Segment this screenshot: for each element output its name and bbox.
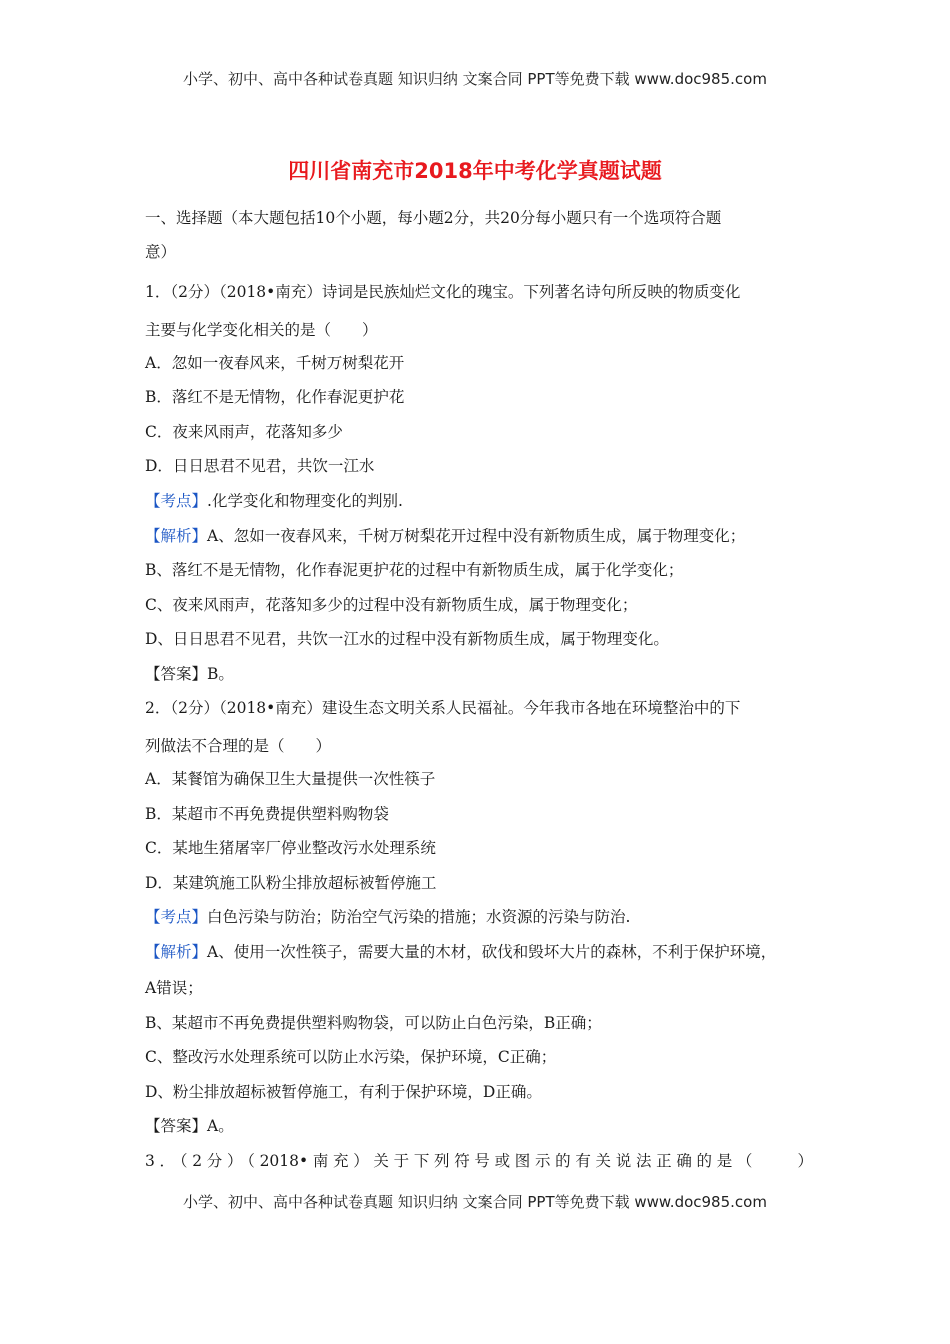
page-header: 小学、初中、高中各种试卷真题 知识归纳 文案合同 PPT等免费下载 www.doc985.com: [183, 70, 767, 88]
q1-option-a: A．忽如一夜春风来，千树万树梨花开: [145, 354, 405, 372]
q2-option-c: C．某地生猪屠宰厂停业整改污水处理系统: [145, 839, 436, 857]
jiexi-label: 【解析】: [145, 527, 208, 545]
q1-stem-line1: 1．（2分）（2018•南充）诗词是民族灿烂文化的瑰宝。下列著名诗句所反映的物质变化: [145, 283, 741, 301]
q2-kaodian-text: 白色污染与防治；防治空气污染的措施；水资源的污染与防治.: [207, 908, 631, 926]
page-title: 四川省南充市2018年中考化学真题试题: [288, 159, 662, 183]
q1-jiexi-text: A、忽如一夜春风来，千树万树梨花开过程中没有新物质生成，属于物理变化；: [207, 527, 746, 545]
q1-option-d: D．日日思君不见君，共饮一江水: [145, 457, 375, 475]
q1-kaodian: [145, 491, 403, 511]
q3-stem-line1: 3．（2分）（2018•南充）关于下列符号或图示的有关说法正确的是（ ）: [145, 1152, 813, 1170]
q1-option-b: B．落红不是无情物，化作春泥更护花: [145, 388, 405, 406]
jiexi-label: 【解析】: [145, 943, 208, 961]
q1-option-c: C．夜来风雨声，花落知多少: [145, 423, 343, 441]
q2-option-d: D．某建筑施工队粉尘排放超标被暂停施工: [145, 874, 437, 892]
q2-analysis-line: A错误；: [145, 979, 203, 997]
section-heading-line1: 一、选择题（本大题包括10个小题，每小题2分，共20分每小题只有一个选项符合题: [145, 209, 722, 227]
q2-analysis-line: D、粉尘排放超标被暂停施工，有利于保护环境，D正确。: [145, 1083, 542, 1101]
kaodian-label: 【考点】: [145, 908, 208, 926]
q2-jiexi: [145, 942, 776, 962]
q2-analysis-line: C、整改污水处理系统可以防止水污染，保护环境，C正确；: [145, 1048, 557, 1066]
page-footer: 小学、初中、高中各种试卷真题 知识归纳 文案合同 PPT等免费下载 www.doc985.com: [183, 1193, 767, 1211]
q2-stem-line2: 列做法不合理的是（ ）: [145, 737, 332, 755]
q1-answer: 【答案】B。: [145, 665, 234, 683]
kaodian-label: 【考点】: [145, 492, 208, 510]
q2-stem-line1: 2．（2分）（2018•南充）建设生态文明关系人民福祉。今年我市各地在环境整治中的下: [145, 699, 741, 717]
section-heading-line2: 意）: [145, 243, 177, 261]
q1-stem-line2: 主要与化学变化相关的是（ ）: [145, 321, 378, 339]
q2-kaodian: [145, 907, 630, 927]
q2-answer: 【答案】A。: [145, 1117, 234, 1135]
q2-analysis-line: B、某超市不再免费提供塑料购物袋，可以防止白色污染，B正确；: [145, 1014, 602, 1032]
q1-jiexi: [145, 526, 745, 546]
q1-kaodian-text: .化学变化和物理变化的判别.: [207, 492, 403, 510]
q2-option-b: B．某超市不再免费提供塑料购物袋: [145, 805, 389, 823]
q1-analysis-line: B、落红不是无情物，化作春泥更护花的过程中有新物质生成，属于化学变化；: [145, 561, 684, 579]
q1-analysis-line: D、日日思君不见君，共饮一江水的过程中没有新物质生成，属于物理变化。: [145, 630, 669, 648]
q1-analysis-line: C、夜来风雨声，花落知多少的过程中没有新物质生成，属于物理变化；: [145, 596, 638, 614]
q2-option-a: A．某餐馆为确保卫生大量提供一次性筷子: [145, 770, 436, 788]
q2-jiexi-text: A、使用一次性筷子，需要大量的木材，砍伐和毁坏大片的森林，不利于保护环境，: [207, 943, 777, 961]
